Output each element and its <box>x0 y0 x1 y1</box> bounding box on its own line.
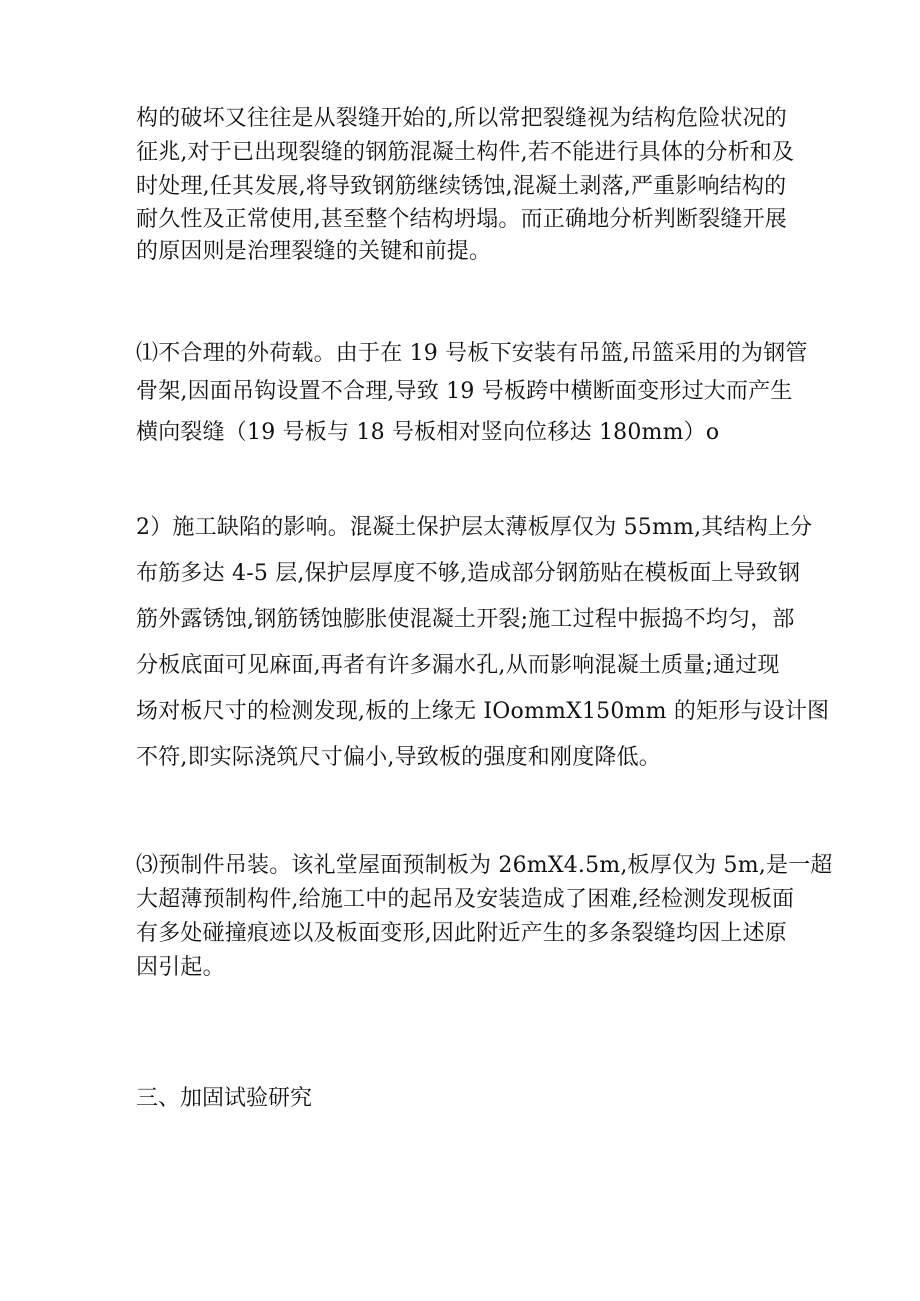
paragraph-4-line-3: 有多处碰撞痕迹以及板面变形,因此附近产生的多条裂缝均因上述原 <box>136 921 787 946</box>
section-heading: 三、加固试验研究 <box>136 1086 313 1111</box>
paragraph-4-line-4: 因引起。 <box>136 955 225 980</box>
paragraph-3-line-2: 布筋多达 4-5 层,保护层厚度不够,造成部分钢筋贴在模板面上导致钢 <box>136 561 801 586</box>
paragraph-1-line-1: 构的破坏又往往是从裂缝开始的,所以常把裂缝视为结构危险状况的 <box>136 106 787 131</box>
paragraph-1-line-2: 征兆,对于已出现裂缝的钢筋混凝土构件,若不能进行具体的分析和及 <box>136 140 795 165</box>
paragraph-3-line-5: 场对板尺寸的检测发现,板的上缘无 IOommX150mm 的矩形与设计图 <box>136 699 830 724</box>
paragraph-2-line-3: 横向裂缝（19 号板与 18 号板相对竖向位移达 180mm）o <box>136 420 720 445</box>
paragraph-3-line-3: 筋外露锈蚀,钢筋锈蚀膨胀使混凝土开裂;施工过程中振捣不均匀，部 <box>136 607 795 632</box>
paragraph-3-line-1: 2）施工缺陷的影响。混凝土保护层太薄板厚仅为 55mm,其结构上分 <box>136 515 813 540</box>
paragraph-3-line-4: 分板底面可见麻面,再者有许多漏水孔,从而影响混凝土质量;通过现 <box>136 653 780 678</box>
paragraph-2-line-1: ⑴不合理的外荷载。由于在 19 号板下安装有吊篮,吊篮采用的为钢管 <box>136 341 808 366</box>
paragraph-1-line-5: 的原因则是治理裂缝的关键和前提。 <box>136 239 492 264</box>
paragraph-3-line-6: 不符,即实际浇筑尺寸偏小,导致板的强度和刚度降低。 <box>136 745 661 770</box>
paragraph-4-line-2: 大超薄预制构件,给施工中的起吊及安装造成了困难,经检测发现板面 <box>136 887 795 912</box>
paragraph-2-line-2: 骨架,因面吊钩设置不合理,导致 19 号板跨中横断面变形过大而产生 <box>136 379 793 404</box>
paragraph-1-line-4: 耐久性及正常使用,甚至整个结构坍塌。而正确地分析判断裂缝开展 <box>136 207 787 232</box>
paragraph-1-line-3: 时处理,任其发展,将导致钢筋继续锈蚀,混凝土剥落,严重影响结构的 <box>136 174 787 199</box>
paragraph-4-line-1: ⑶预制件吊装。该礼堂屋面预制板为 26mX4.5m,板厚仅为 5m,是一超 <box>136 853 833 878</box>
